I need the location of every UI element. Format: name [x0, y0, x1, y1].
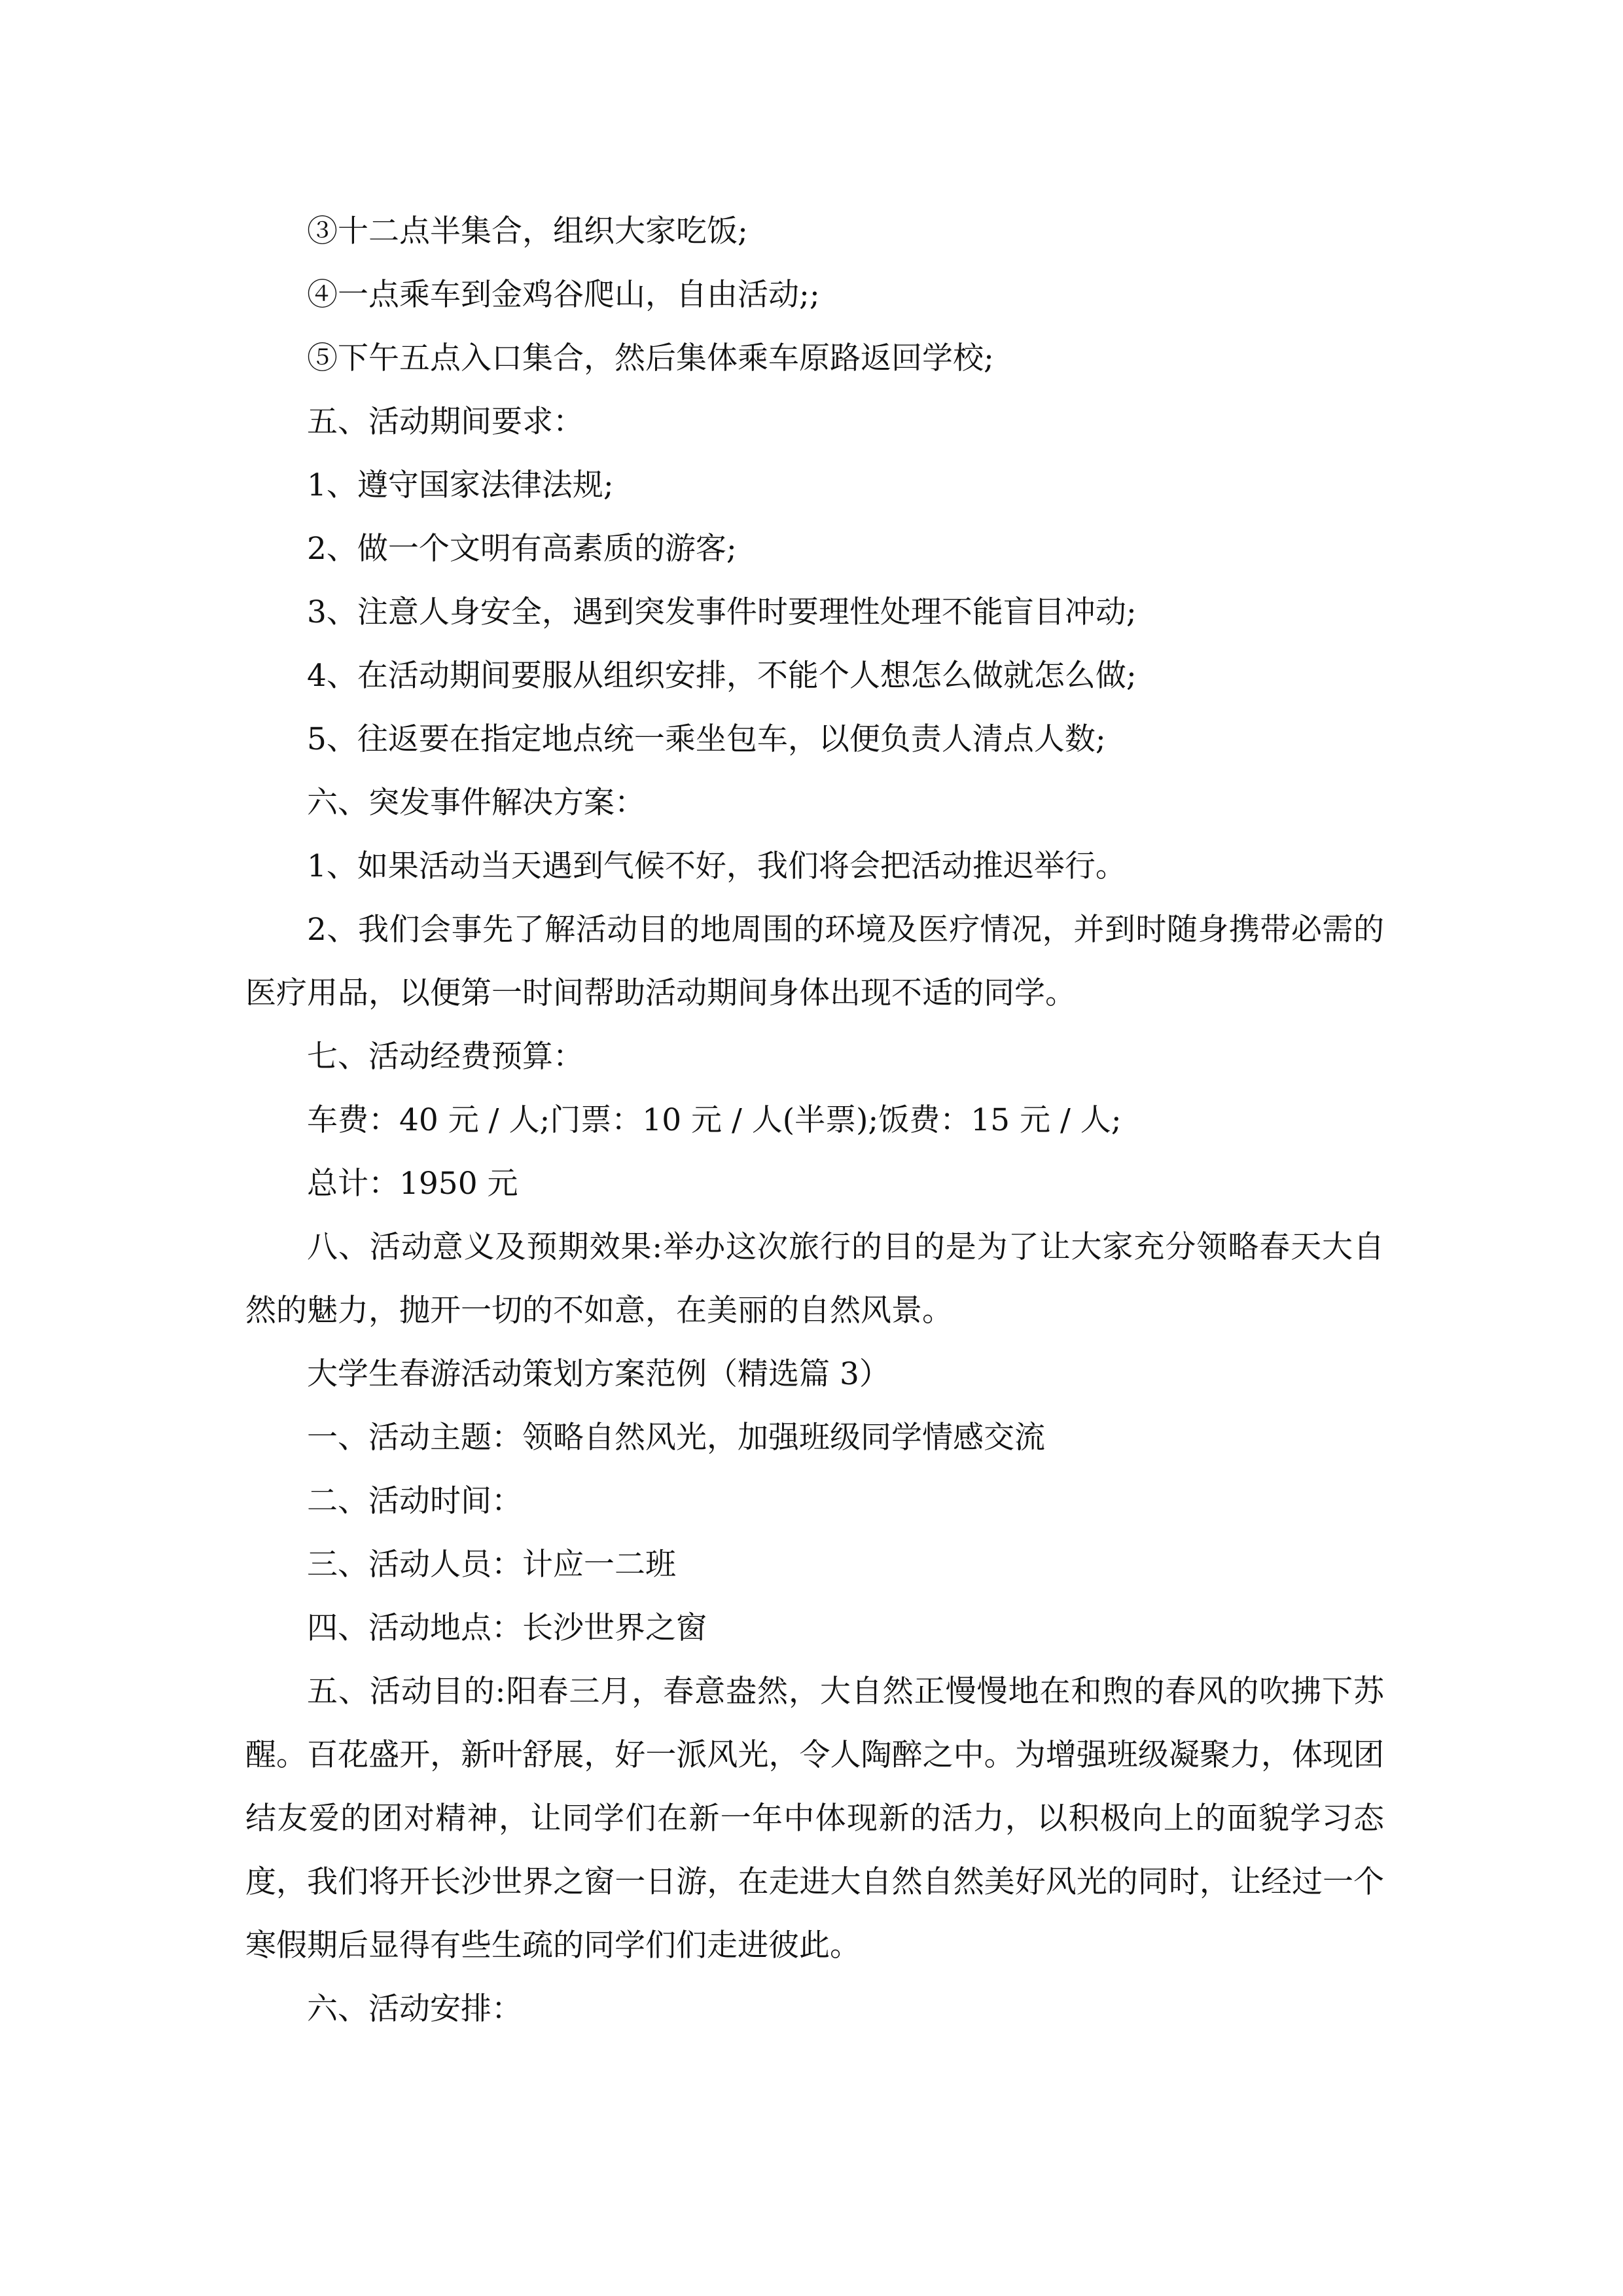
paragraph: ⑤下午五点入口集合，然后集体乘车原路返回学校;: [307, 340, 994, 376]
paragraph: 2、做一个文明有高素质的游客;: [307, 531, 737, 567]
paragraph: 1、遵守国家法律法规;: [307, 467, 614, 503]
paragraph: 车费：40 元 / 人;门票：10 元 / 人(半票);饭费：15 元 / 人;: [307, 1102, 1122, 1138]
article-title: 大学生春游活动策划方案范例（精选篇 3）: [307, 1356, 890, 1392]
section-heading: 六、突发事件解决方案：: [307, 785, 645, 821]
paragraph: 1、如果活动当天遇到气候不好，我们将会把活动推迟举行。: [307, 848, 1126, 884]
document-body: [245, 200, 1384, 2041]
section-heading: 五、活动期间要求：: [307, 404, 584, 440]
paragraph: 4、在活动期间要服从组织安排，不能个人想怎么做就怎么做;: [307, 658, 1137, 694]
section-heading: 三、活动人员：计应一二班: [307, 1547, 676, 1583]
paragraph: 五、活动目的:阳春三月，春意盎然，大自然正慢慢地在和煦的春风的吹拂下苏醒。百花盛开，新叶舒展，好一派风光，令人陶醉之中。为增强班级凝聚力，体现团结友爱的团对精神，让同学们在新一年中体现新的活力，以积极向上的面貌学习态度，我们将开长沙世界之窗一日游，在走进大自然自然美好风光的同时，让经过一个寒假期后显得有些生疏的同学们们走进彼此。: [245, 1674, 1384, 1964]
paragraph: ④一点乘车到金鸡谷爬山，自由活动;;: [307, 277, 820, 313]
section-heading: 七、活动经费预算：: [307, 1039, 584, 1075]
section-heading: 一、活动主题：领略自然风光，加强班级同学情感交流: [307, 1420, 1045, 1456]
section-heading: 二、活动时间：: [307, 1483, 522, 1519]
paragraph: ③十二点半集合，组织大家吃饭;: [307, 213, 748, 249]
paragraph: 八、活动意义及预期效果:举办这次旅行的目的是为了让大家充分领略春天大自然的魅力，抛开一切的不如意，在美丽的自然风景。: [245, 1229, 1384, 1329]
paragraph: 3、注意人身安全，遇到突发事件时要理性处理不能盲目冲动;: [307, 594, 1137, 630]
paragraph: 总计：1950 元: [307, 1166, 518, 1202]
section-heading: 四、活动地点：长沙世界之窗: [307, 1610, 707, 1646]
section-heading: 六、活动安排：: [307, 1991, 522, 2027]
paragraph: 5、往返要在指定地点统一乘坐包车，以便负责人清点人数;: [307, 721, 1106, 757]
paragraph: 2、我们会事先了解活动目的地周围的环境及医疗情况，并到时随身携带必需的医疗用品，以便第一时间帮助活动期间身体出现不适的同学。: [245, 912, 1384, 1011]
